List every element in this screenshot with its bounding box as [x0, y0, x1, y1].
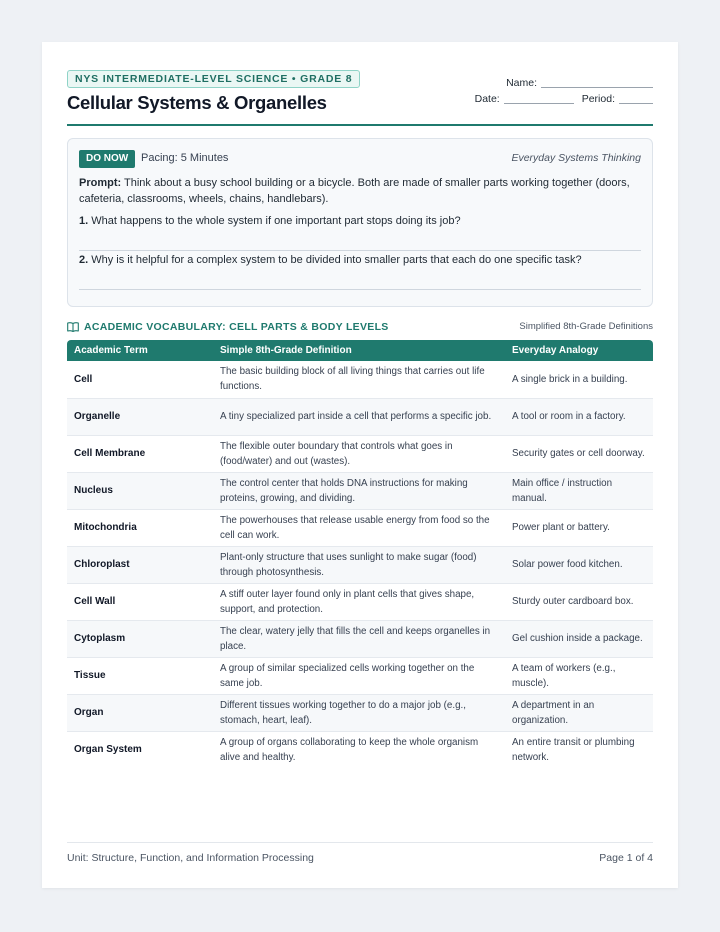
name-field[interactable]	[506, 77, 653, 89]
analogy-cell: Solar power food kitchen.	[505, 546, 653, 583]
vocabulary-title: ACADEMIC VOCABULARY: CELL PARTS & BODY LEVELS	[84, 321, 389, 333]
question-2	[79, 254, 582, 266]
table-row	[67, 435, 653, 472]
definition-cell: Plant-only structure that uses sunlight to make sugar (food) through photosynthesis.	[213, 546, 505, 583]
table-row	[67, 694, 653, 731]
vocabulary-table	[67, 340, 653, 768]
table-row	[67, 546, 653, 583]
definition-cell: A group of organs collaborating to keep the whole organism alive and healthy.	[220, 736, 479, 763]
table-row	[67, 731, 653, 768]
page-title: Cellular Systems & Organelles	[67, 92, 327, 113]
vocabulary-subtitle: Simplified 8th-Grade Definitions	[519, 321, 653, 332]
definition-cell: The clear, watery jelly that fills the cell and keeps organelles in place.	[213, 620, 505, 657]
table-row	[67, 583, 653, 620]
date-blank[interactable]	[504, 103, 574, 104]
prompt-label: Prompt:	[79, 177, 122, 189]
pacing-text: Pacing: 5 Minutes	[141, 152, 229, 164]
term-cell: Cell Wall	[67, 583, 213, 620]
page-number: Page 1 of 4	[599, 852, 653, 864]
table-row	[67, 398, 653, 435]
name-blank[interactable]	[541, 87, 653, 88]
do-now-tag: DO NOW	[79, 150, 135, 168]
book-icon	[67, 322, 79, 332]
definition-cell: A group of similar specialized cells working together on the same job.	[213, 657, 505, 694]
definition-cell: The control center that holds DNA instructions for making proteins, growing, and dividing.	[213, 472, 505, 509]
term-cell: Tissue	[67, 657, 213, 694]
column-header: Academic Term	[67, 340, 213, 361]
analogy-cell: Sturdy outer cardboard box.	[505, 583, 653, 620]
name-label: Name:	[506, 77, 537, 89]
term-cell: Organ System	[74, 744, 142, 756]
question-1	[79, 215, 461, 227]
vocabulary-heading	[67, 320, 653, 336]
definition-cell: A stiff outer layer found only in plant cells that gives shape, support, and protection.	[213, 583, 505, 620]
date-period-line	[475, 93, 653, 105]
table-row	[67, 657, 653, 694]
analogy-cell: Power plant or battery.	[505, 509, 653, 546]
term-cell: Organ	[67, 694, 213, 731]
term-cell: Organelle	[67, 398, 213, 435]
table-row	[67, 361, 653, 398]
table-row	[67, 509, 653, 546]
do-now-panel	[67, 138, 653, 307]
question-text: Why is it helpful for a complex system to be divided into smaller parts that each do one specific task?	[91, 254, 582, 266]
prompt-text: Think about a busy school building or a bicycle. Both are made of smaller parts working together (doors, cafeteria, classrooms, wheels, chains, handlebars).	[79, 177, 630, 205]
do-now-theme: Everyday Systems Thinking	[511, 152, 641, 164]
analogy-cell: A team of workers (e.g., muscle).	[505, 657, 653, 694]
table-row	[67, 620, 653, 657]
question-text: What happens to the whole system if one important part stops doing its job?	[91, 215, 461, 227]
term-cell: Cell Membrane	[67, 435, 213, 472]
course-badge: NYS INTERMEDIATE-LEVEL SCIENCE • GRADE 8	[67, 70, 360, 88]
answer-line-1[interactable]	[79, 250, 641, 251]
period-blank[interactable]	[619, 103, 653, 104]
analogy-cell: Security gates or cell doorway.	[505, 435, 653, 472]
definition-cell: The flexible outer boundary that controls what goes in (food/water) and out (wastes).	[213, 435, 505, 472]
table-row	[67, 472, 653, 509]
analogy-cell: Gel cushion inside a package.	[505, 620, 653, 657]
question-number: 1.	[79, 215, 89, 227]
term-cell: Cytoplasm	[67, 620, 213, 657]
analogy-cell: A single brick in a building.	[505, 361, 653, 398]
term-cell: Mitochondria	[67, 509, 213, 546]
page-header	[67, 70, 653, 126]
question-number: 2.	[79, 254, 89, 266]
analogy-cell: A tool or room in a factory.	[505, 398, 653, 435]
period-label: Period:	[581, 93, 615, 105]
analogy-cell: A department in an organization.	[505, 694, 653, 731]
answer-line-2[interactable]	[79, 289, 641, 290]
table-header-row	[67, 340, 653, 361]
analogy-cell: An entire transit or plumbing network.	[512, 736, 635, 763]
term-cell: Chloroplast	[67, 546, 213, 583]
unit-label: Unit: Structure, Function, and Information Processing	[67, 852, 314, 864]
page-footer	[67, 842, 653, 868]
definition-cell: The basic building block of all living things that carries out life functions.	[213, 361, 505, 398]
definition-cell: A tiny specialized part inside a cell that performs a specific job.	[213, 398, 505, 435]
column-header: Simple 8th-Grade Definition	[213, 340, 505, 361]
definition-cell: The powerhouses that release usable energy from food so the cell can work.	[213, 509, 505, 546]
term-cell: Nucleus	[67, 472, 213, 509]
do-now-prompt	[79, 175, 639, 207]
column-header: Everyday Analogy	[505, 340, 653, 361]
term-cell: Cell	[67, 361, 213, 398]
date-label: Date:	[474, 93, 500, 105]
worksheet-page	[42, 42, 678, 888]
definition-cell: Different tissues working together to do a major job (e.g., stomach, heart, leaf).	[213, 694, 505, 731]
analogy-cell: Main office / instruction manual.	[505, 472, 653, 509]
